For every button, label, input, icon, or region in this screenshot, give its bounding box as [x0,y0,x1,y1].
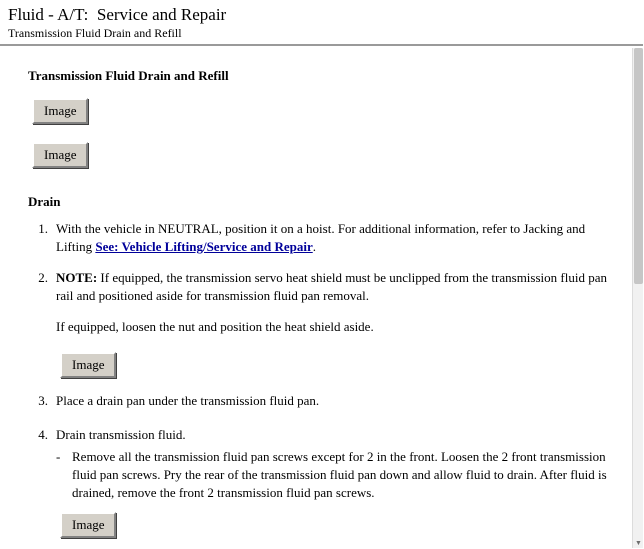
step-item-3 [28,392,614,410]
steps-list [28,220,614,532]
image-placeholder-3[interactable]: Image [60,352,116,378]
note-label: NOTE: [56,270,98,285]
image-placeholder-4[interactable]: Image [60,512,116,538]
step-item-2 [28,269,614,378]
document-content [0,46,632,546]
link-vehicle-lifting[interactable]: See: Vehicle Lifting/Service and Repair [95,239,313,254]
scrollbar-thumb[interactable] [634,48,643,284]
page-subtitle: Transmission Fluid Drain and Refill [8,26,182,40]
image-placeholder-2[interactable]: Image [32,142,88,168]
step-number-3: 3. [38,393,48,408]
step-2-body: If equipped, the transmission servo heat shield must be unclipped from the transmission fluid pan rail and positioned aside for transmission fluid pan removal. [56,270,607,303]
section-heading-drain: Drain [28,194,61,209]
dash-icon: - [56,449,61,464]
image-placeholder-4-wrap [56,510,614,532]
step-1-tail: . [312,239,316,254]
step-text-3: Place a drain pan under the transmission fluid pan. [56,393,320,408]
image-placeholder-1[interactable]: Image [32,98,88,124]
vertical-scrollbar[interactable] [632,48,643,548]
image-placeholder-1-wrap [28,96,614,124]
image-placeholder-3-wrap [56,350,614,378]
step-text-4: Drain transmission fluid. [56,427,186,442]
step-number-2: 2. [38,270,48,285]
step-2-paragraph: If equipped, loosen the nut and position the heat shield aside. [56,319,374,334]
step-1-body: With the vehicle in NEUTRAL, position it on a hoist. For additional information, refer to Jacking and Lifting [56,221,586,254]
step-4-bullets [56,448,614,502]
step-item-4 [28,426,614,532]
step-number-1: 1. [38,221,48,236]
bullet-text: Remove all the transmission fluid pan screws except for 2 in the front. Loosen the 2 front transmission fluid pan screws. Pry the rear of the transmission fluid pan down and allow fluid to drain. After fluid is drained, remove the front 2 transmission fluid pan screws. [72,449,607,500]
step-number-4: 4. [38,427,48,442]
page-title: Fluid - A/T: Service and Repair [8,5,227,24]
image-placeholder-2-wrap [28,140,614,168]
step-text-1 [56,220,614,256]
page-header [0,0,643,46]
scroll-down-arrow-icon[interactable]: ▼ [635,540,642,547]
list-item [56,448,614,502]
step-item-1 [28,220,614,256]
document-heading: Transmission Fluid Drain and Refill [28,68,229,83]
step-text-2 [56,269,614,305]
